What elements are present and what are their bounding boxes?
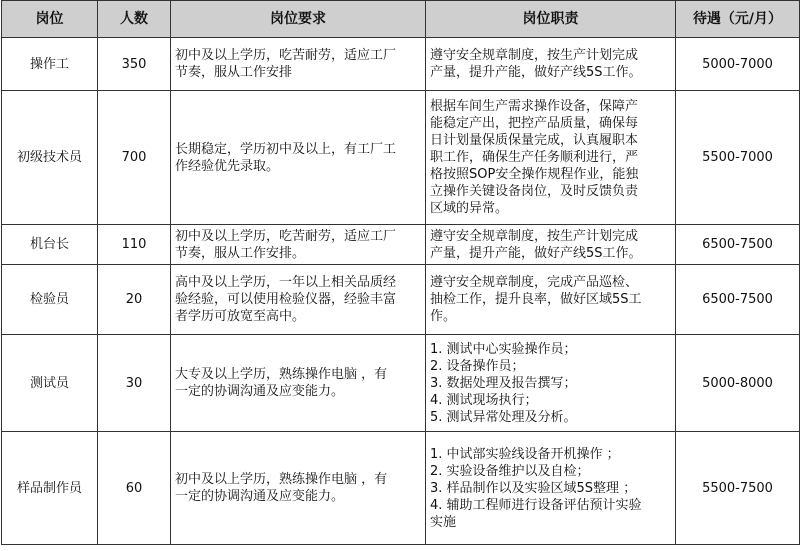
salary-cell: 6500-7500 xyxy=(676,265,800,335)
duty-line: 遵守安全规章制度，按生产计划完成 xyxy=(430,228,639,244)
duty-line: 能稳定产出，把控产品质量，确保每 xyxy=(430,116,639,131)
duty-line: 根据车间生产需求操作设备，保障产 xyxy=(430,99,639,114)
position-cell: 检验员 xyxy=(2,265,98,335)
requirement-line: 一定的协调沟通及应变能力。 xyxy=(175,489,345,504)
duty-line: 4. 辅助工程师进行设备评估预计实验 xyxy=(430,497,642,513)
duty-cell xyxy=(426,335,676,432)
requirement-cell xyxy=(171,91,426,225)
position-cell: 样品制作员 xyxy=(2,432,98,545)
duty-cell xyxy=(426,38,676,91)
duty-line: 1. 测试中心实验操作员； xyxy=(430,341,577,357)
position-cell: 机台长 xyxy=(2,225,98,265)
requirement-line: 大专及以上学历，熟练操作电脑 ，有 xyxy=(175,367,388,382)
requirement-line: 者学历可放宽至高中。 xyxy=(175,309,306,324)
duty-line: 职工作，确保生产任务顺利进行，严 xyxy=(430,150,639,165)
header-requirement: 岗位要求 xyxy=(171,1,426,38)
count-cell: 20 xyxy=(98,265,171,335)
salary-cell: 5500-7000 xyxy=(676,91,800,225)
duty-cell xyxy=(426,265,676,335)
requirement-line: 初中及以上学历，熟练操作电脑 ，有 xyxy=(175,472,388,487)
header-position: 岗位 xyxy=(2,1,98,38)
requirement-cell xyxy=(171,265,426,335)
duty-line: 区域的异常。 xyxy=(430,201,509,216)
duty-line: 抽检工作，提升良率，做好区域5S工 xyxy=(430,292,642,307)
count-cell: 30 xyxy=(98,335,171,432)
duty-line: 1. 中试部实验线设备开机操作 ； xyxy=(430,446,620,462)
duty-cell xyxy=(426,432,676,545)
duty-line: 作。 xyxy=(430,309,457,324)
table-row xyxy=(2,265,800,335)
requirement-cell xyxy=(171,335,426,432)
duty-line: 立操作关键设备岗位，及时反馈负责 xyxy=(430,184,639,199)
salary-cell: 5500-7500 xyxy=(676,432,800,545)
requirement-line: 长期稳定，学历初中及以上，有工厂工 xyxy=(175,141,397,157)
job-table xyxy=(1,0,800,545)
duty-line: 2. 设备操作员； xyxy=(430,358,525,374)
duty-line: 产量，提升产能，做好产线5S工作。 xyxy=(430,65,642,80)
salary-cell: 6500-7500 xyxy=(676,225,800,265)
header-salary: 待遇（元/月） xyxy=(676,1,800,38)
duty-line: 3. 样品制作以及实验区域5S整理 ； xyxy=(430,480,637,496)
position-cell: 测试员 xyxy=(2,335,98,432)
header-duty: 岗位职责 xyxy=(426,1,676,38)
duty-line: 遵守安全规章制度，完成产品巡检、 xyxy=(430,275,639,290)
requirement-cell xyxy=(171,432,426,545)
requirement-line: 初中及以上学历，吃苦耐劳，适应工厂 xyxy=(175,228,397,244)
duty-line: 3. 数据处理及报告撰写； xyxy=(430,375,577,391)
table-row xyxy=(2,91,800,225)
count-cell: 350 xyxy=(98,38,171,91)
count-cell: 110 xyxy=(98,225,171,265)
table-row xyxy=(2,335,800,432)
position-cell: 初级技术员 xyxy=(2,91,98,225)
table-row xyxy=(2,38,800,91)
duty-line: 2. 实验设备维护以及自检； xyxy=(430,463,590,479)
duty-line: 5. 测试异常处理及分析。 xyxy=(430,409,577,425)
count-cell: 60 xyxy=(98,432,171,545)
duty-cell xyxy=(426,91,676,225)
requirement-line: 验经验，可以使用检验仪器，经验丰富 xyxy=(175,292,397,307)
requirement-line: 节奏，服从工作安排 xyxy=(175,65,293,80)
duty-line: 产量，提升产能，做好产线5S工作。 xyxy=(430,245,642,261)
table-row xyxy=(2,432,800,545)
duty-line: 格按照SOP安全操作规程作业，能独 xyxy=(430,167,639,182)
salary-cell: 5000-7000 xyxy=(676,38,800,91)
requirement-line: 节奏，服从工作安排。 xyxy=(175,245,306,261)
requirement-line: 高中及以上学历，一年以上相关品质经 xyxy=(175,275,397,290)
salary-cell: 5000-8000 xyxy=(676,335,800,432)
count-cell: 700 xyxy=(98,91,171,225)
duty-line: 实施 xyxy=(430,514,457,530)
duty-line: 遵守安全规章制度，按生产计划完成 xyxy=(430,48,639,63)
duty-line: 日计划量保质保量完成，认真履职本 xyxy=(430,133,639,148)
requirement-line: 作经验优先录取。 xyxy=(175,158,280,174)
header-count: 人数 xyxy=(98,1,171,38)
table-row xyxy=(2,225,800,265)
duty-cell xyxy=(426,225,676,265)
duty-line: 4. 测试现场执行； xyxy=(430,392,538,408)
requirement-cell xyxy=(171,38,426,91)
position-cell: 操作工 xyxy=(2,38,98,91)
requirement-line: 一定的协调沟通及应变能力。 xyxy=(175,384,345,399)
requirement-cell xyxy=(171,225,426,265)
requirement-line: 初中及以上学历，吃苦耐劳，适应工厂 xyxy=(175,48,397,63)
header-row xyxy=(2,1,800,38)
